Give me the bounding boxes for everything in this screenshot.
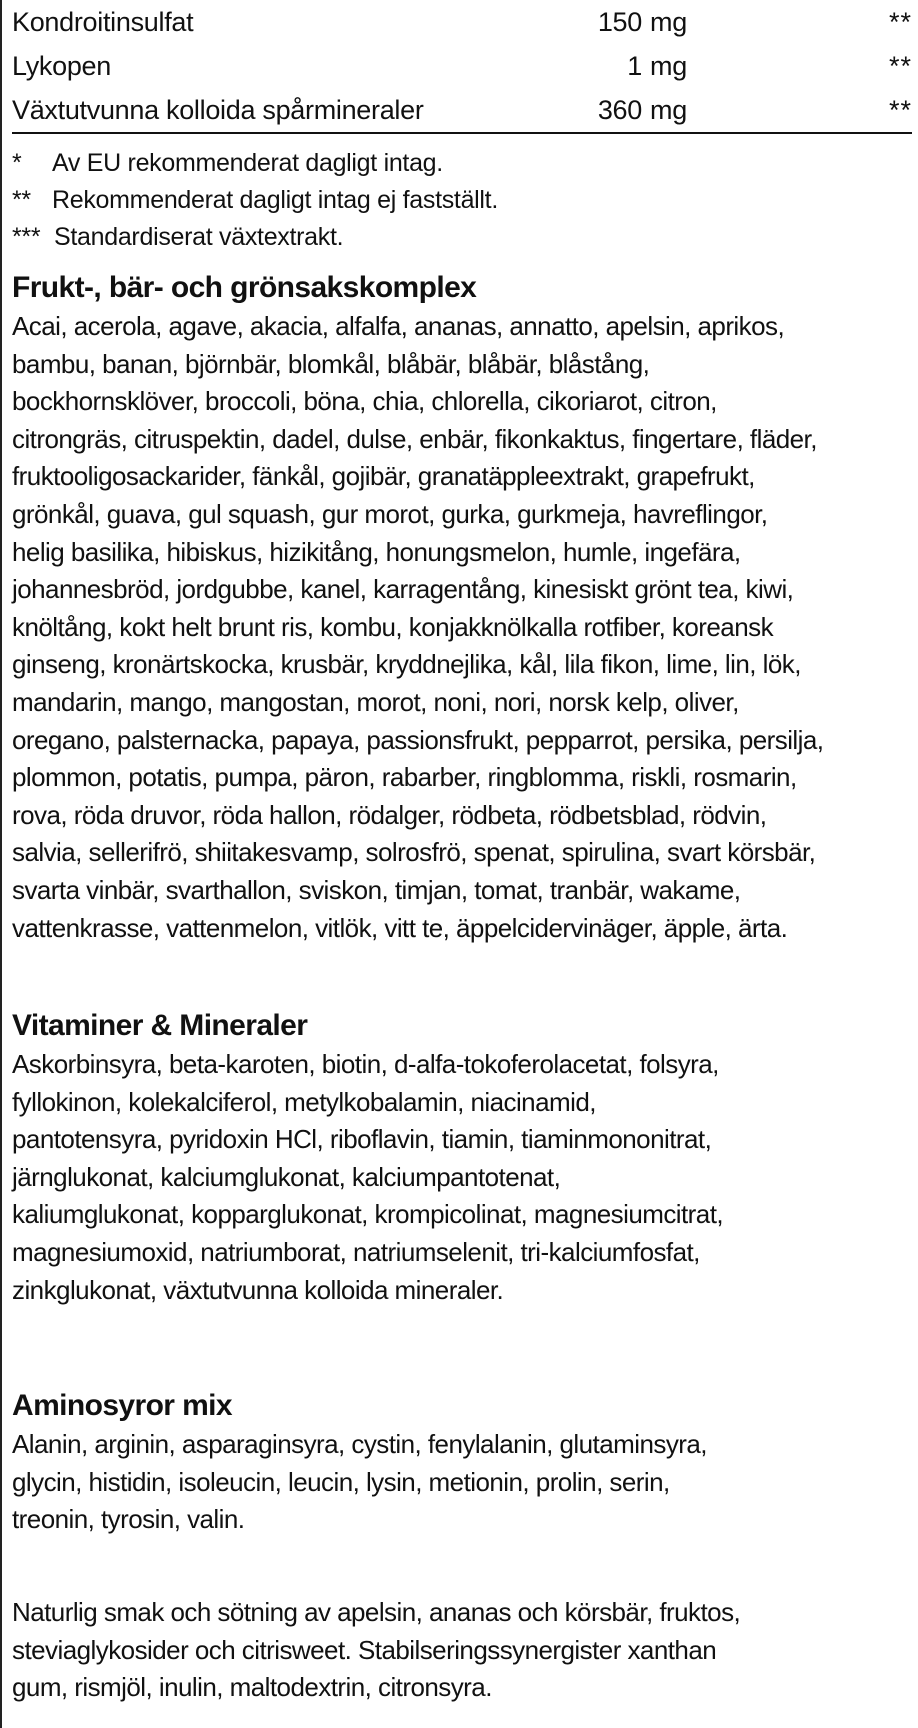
- nutrient-row: [12, 90, 912, 134]
- text-line: Naturlig smak och sötning av apelsin, ananas och körsbär, fruktos,: [12, 1597, 741, 1627]
- text-line: Acai, acerola, agave, akacia, alfalfa, ananas, annatto, apelsin, aprikos,: [12, 311, 785, 341]
- text-line: Alanin, arginin, asparaginsyra, cystin, fenylalanin, glutaminsyra,: [12, 1429, 707, 1459]
- nutrient-table: [12, 2, 912, 134]
- nutrient-name: Växtutvunna kolloida spårmineraler: [12, 95, 424, 125]
- nutrient-amount: 1: [627, 51, 642, 81]
- nutrient-unit: mg: [650, 51, 687, 81]
- text-line: steviaglykosider och citrisweet. Stabilseringssynergister xanthan: [12, 1634, 717, 1665]
- nutrient-unit: mg: [650, 7, 687, 37]
- section-body: [12, 1426, 912, 1539]
- text-line: zinkglukonat, växtutvunna kolloida mineraler.: [12, 1274, 504, 1305]
- section-heading: Frukt-, bär- och grönsakskomplex: [12, 271, 477, 304]
- text-line: citrongräs, citruspektin, dadel, dulse, enbär, fikonkaktus, fingertare, fläder,: [12, 423, 817, 454]
- text-line: bambu, banan, björnbär, blomkål, blåbär, blåbär, blåstång,: [12, 348, 650, 379]
- text-line: fruktooligosackarider, fänkål, gojibär, granatäppleextrakt, grapefrukt,: [12, 461, 755, 492]
- section-body: [12, 308, 912, 947]
- footnote-text: Rekommenderat dagligt intag ej fastställt.: [52, 186, 498, 214]
- text-line: bockhornsklöver, broccoli, böna, chia, chlorella, cikoriarot, citron,: [12, 386, 717, 417]
- text-line: svarta vinbär, svarthallon, sviskon, timjan, tomat, tranbär, wakame,: [12, 874, 741, 905]
- section-heading: Aminosyror mix: [12, 1389, 232, 1422]
- text-line: kaliumglukonat, kopparglukonat, krompicolinat, magnesiumcitrat,: [12, 1199, 724, 1230]
- text-line: Askorbinsyra, beta-karoten, biotin, d-alfa-tokoferolacetat, folsyra,: [12, 1049, 719, 1079]
- nutrient-footnote-mark: **: [888, 51, 912, 81]
- nutrient-name: Lykopen: [12, 51, 111, 81]
- text-line: glycin, histidin, isoleucin, leucin, lysin, metionin, prolin, serin,: [12, 1466, 670, 1497]
- fruit-complex-section: [12, 268, 912, 947]
- vitamins-section: [12, 1006, 912, 1309]
- text-line: salvia, sellerifrö, shiitakesvamp, solrosfrö, spenat, spirulina, svart körsbär,: [12, 837, 816, 868]
- nutrient-footnote-mark: **: [888, 95, 912, 125]
- section-body: [12, 1046, 912, 1309]
- amino-section: [12, 1386, 912, 1539]
- text-line: mandarin, mango, mangostan, morot, noni, nori, norsk kelp, oliver,: [12, 686, 739, 717]
- text-line: johannesbröd, jordgubbe, kanel, karragentång, kinesiskt grönt tea, kiwi,: [12, 574, 794, 605]
- footnote-row: [12, 145, 912, 182]
- text-line: grönkål, guava, gul squash, gur morot, gurka, gurkmeja, havreflingor,: [12, 498, 768, 529]
- section-body: [12, 1594, 912, 1707]
- text-line: gum, rismjöl, inulin, maltodextrin, citronsyra.: [12, 1672, 492, 1703]
- text-line: pantotensyra, pyridoxin HCl, riboflavin, tiamin, tiaminmononitrat,: [12, 1124, 712, 1155]
- section-heading: Vitaminer & Mineraler: [12, 1009, 308, 1042]
- text-line: ginseng, kronärtskocka, krusbär, kryddnejlika, kål, lila fikon, lime, lin, lök,: [12, 649, 801, 680]
- nutrient-amount: 360: [597, 95, 642, 125]
- nutrient-amount: 150: [597, 7, 642, 37]
- text-line: rova, röda druvor, röda hallon, rödalger, rödbeta, rödbetsblad, rödvin,: [12, 799, 767, 830]
- footnote-text: Av EU rekommenderat dagligt intag.: [52, 149, 443, 177]
- nutrient-footnote-mark: **: [888, 7, 912, 37]
- footnotes: [12, 145, 912, 256]
- text-line: magnesiumoxid, natriumborat, natriumselenit, tri-kalciumfosfat,: [12, 1236, 700, 1267]
- nutrient-row: [12, 2, 912, 46]
- footnote-mark: ***: [12, 223, 41, 251]
- footnote-row: [12, 182, 912, 219]
- footnote-text: Standardiserat växtextrakt.: [54, 223, 344, 251]
- text-line: knöltång, kokt helt brunt ris, kombu, konjakknölkalla rotfiber, koreansk: [12, 611, 774, 642]
- flavor-section: [12, 1594, 912, 1707]
- footnote-mark: **: [12, 186, 31, 214]
- footnote-mark: *: [12, 149, 22, 177]
- nutrient-name: Kondroitinsulfat: [12, 7, 194, 37]
- text-line: plommon, potatis, pumpa, päron, rabarber, ringblomma, riskli, rosmarin,: [12, 762, 797, 793]
- text-line: treonin, tyrosin, valin.: [12, 1504, 245, 1535]
- footnote-row: [12, 219, 912, 256]
- nutrient-unit: mg: [650, 95, 687, 125]
- text-line: vattenkrasse, vattenmelon, vitlök, vitt te, äppelcidervinäger, äpple, ärta.: [12, 912, 788, 943]
- text-line: järnglukonat, kalciumglukonat, kalciumpantotenat,: [12, 1161, 561, 1192]
- nutrient-row: [12, 46, 912, 90]
- table-divider: [12, 132, 912, 134]
- text-line: helig basilika, hibiskus, hizikitång, honungsmelon, humle, ingefära,: [12, 536, 741, 567]
- text-line: fyllokinon, kolekalciferol, metylkobalamin, niacinamid,: [12, 1086, 596, 1117]
- text-line: oregano, palsternacka, papaya, passionsfrukt, pepparrot, persika, persilja,: [12, 724, 824, 755]
